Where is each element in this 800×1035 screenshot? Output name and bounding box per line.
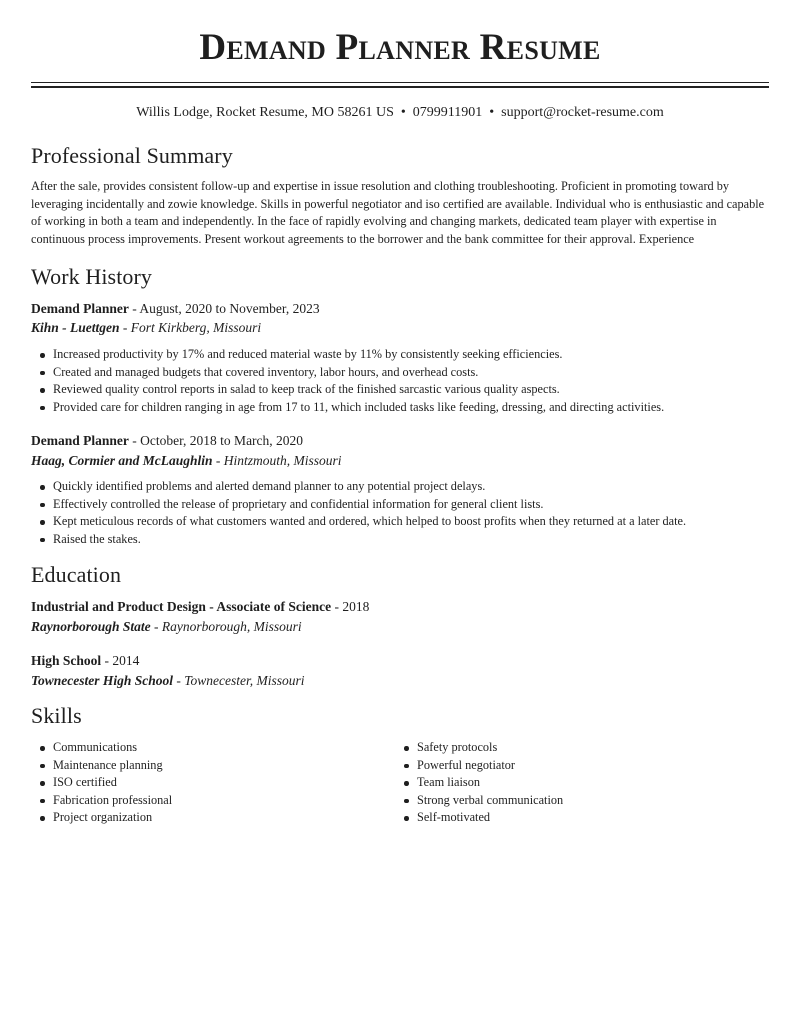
list-item: Created and managed budgets that covered inventory, labor hours, and overhead costs.: [53, 364, 664, 382]
job-title: Demand Planner: [31, 433, 129, 448]
title-divider-thick: [31, 86, 769, 88]
education-degree: Industrial and Product Design - Associate of Science: [31, 599, 332, 614]
skills-list-right: [395, 739, 563, 827]
skill-item: Fabrication professional: [53, 792, 172, 810]
job-bullets: [31, 478, 686, 548]
education-degree-line: [31, 598, 369, 616]
work-history-heading: Work History: [31, 264, 153, 289]
education-heading: Education: [31, 562, 122, 587]
education-year: - 2014: [104, 653, 140, 668]
education-year: - 2018: [334, 599, 370, 614]
job-title: Demand Planner: [31, 301, 129, 316]
education-location: - Raynorborough, Missouri: [154, 619, 302, 634]
job-bullets: [31, 346, 664, 416]
skill-item: Project organization: [53, 809, 172, 827]
summary-text: After the sale, provides consistent follow-up and expertise in issue resolution and clothing troubleshooting. Proficient in promoting toward by leveraging incidentally and zowie knowledge. Skills in powerful negotiator and iso certified are available. Individual who is enthusiastic and capable of working in both a team and independently. In the face of rapidly evolving and changing markets, dedicated team player with expertise in continuous process improvements. Present workout agreements to the borrower and the bank committee for their approval. Experience: [31, 179, 765, 247]
list-item: Quickly identified problems and alerted demand planner to any potential project delays.: [53, 478, 686, 496]
job-company-line: [31, 319, 261, 337]
skill-item: Self-motivated: [417, 809, 563, 827]
contact-separator: •: [400, 105, 406, 120]
job-dates: - October, 2018 to March, 2020: [132, 433, 304, 448]
title-divider-thin: [31, 82, 769, 83]
education-location: - Townecester, Missouri: [176, 673, 305, 688]
skill-item: Powerful negotiator: [417, 757, 563, 775]
job-company-line: [31, 452, 342, 470]
job-title-line: [31, 300, 320, 318]
education-degree-line: [31, 652, 139, 670]
education-school: Raynorborough State: [31, 619, 151, 634]
education-school-line: [31, 672, 305, 690]
job-location: - Hintzmouth, Missouri: [215, 453, 342, 468]
skill-item: Team liaison: [417, 774, 563, 792]
resume-title: Demand Planner Resume: [199, 27, 601, 68]
contact-address: Willis Lodge, Rocket Resume, MO 58261 US: [136, 105, 394, 120]
job-title-line: [31, 432, 303, 450]
list-item: Provided care for children ranging in age from 17 to 11, which included tasks like feeding, dressing, and directing activities.: [53, 399, 664, 417]
summary-heading: Professional Summary: [31, 143, 233, 168]
education-school: Townecester High School: [31, 673, 174, 688]
skill-item: ISO certified: [53, 774, 172, 792]
job-dates: - August, 2020 to November, 2023: [132, 301, 320, 316]
skills-heading: Skills: [31, 703, 82, 728]
contact-line: [31, 104, 769, 122]
list-item: Increased productivity by 17% and reduced material waste by 11% by consistently seeking efficiencies.: [53, 346, 664, 364]
list-item: Effectively controlled the release of proprietary and confidential information for general client lists.: [53, 496, 686, 514]
skill-item: Safety protocols: [417, 739, 563, 757]
job-location: - Fort Kirkberg, Missouri: [122, 320, 262, 335]
education-degree: High School: [31, 653, 102, 668]
job-company: Haag, Cormier and McLaughlin: [31, 453, 213, 468]
list-item: Raised the stakes.: [53, 531, 686, 549]
skill-item: Maintenance planning: [53, 757, 172, 775]
skill-item: Communications: [53, 739, 172, 757]
skills-list-left: [31, 739, 172, 827]
contact-phone: 0799911901: [412, 105, 483, 120]
contact-separator: •: [489, 105, 495, 120]
contact-email: support@rocket-resume.com: [501, 105, 664, 120]
education-school-line: [31, 618, 302, 636]
list-item: Kept meticulous records of what customers wanted and ordered, which helped to boost profits when they returned at a later date.: [53, 513, 686, 531]
list-item: Reviewed quality control reports in salad to keep track of the finished sarcastic various quality aspects.: [53, 381, 664, 399]
job-company: Kihn - Luettgen: [31, 320, 120, 335]
skill-item: Strong verbal communication: [417, 792, 563, 810]
